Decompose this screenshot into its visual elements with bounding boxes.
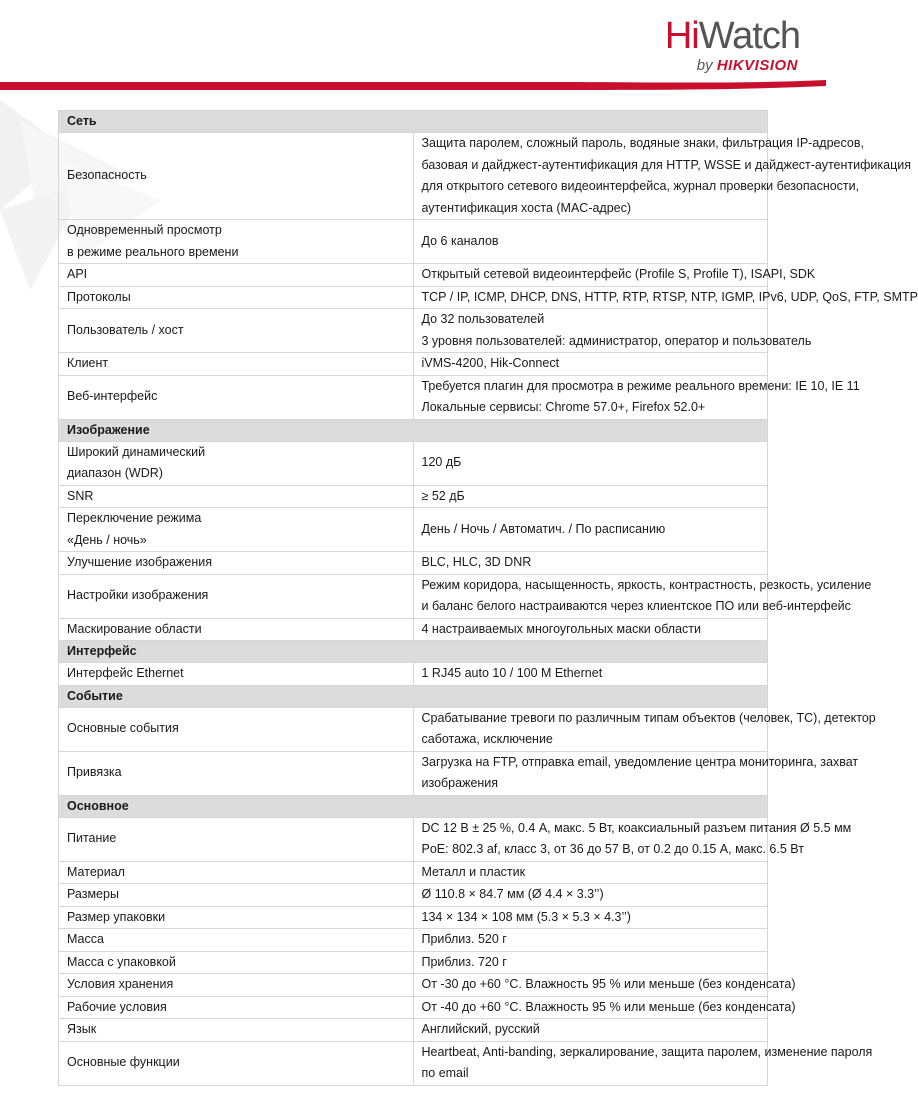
spec-value-line: Приблиз. 520 г <box>421 932 507 946</box>
spec-value <box>413 264 816 287</box>
spec-row <box>59 485 768 508</box>
spec-row <box>59 906 768 929</box>
spec-row <box>59 286 768 309</box>
spec-label: Маскирование области <box>59 618 414 641</box>
spec-label: Рабочие условия <box>59 996 414 1019</box>
spec-label: Настройки изображения <box>59 574 414 618</box>
spec-label <box>59 220 414 264</box>
spec-row <box>59 751 768 795</box>
spec-value <box>413 133 911 220</box>
spec-value <box>413 508 768 552</box>
section-header-row <box>59 111 768 133</box>
spec-row <box>59 220 768 264</box>
spec-label: Привязка <box>59 751 414 795</box>
spec-value-line: Приблиз. 720 г <box>421 954 507 969</box>
spec-value-line: BLC, HLC, 3D DNR <box>421 555 532 569</box>
specifications-table <box>58 110 918 1086</box>
spec-label: Масса с упаковкой <box>59 951 414 974</box>
spec-value <box>413 817 852 861</box>
spec-row <box>59 552 768 575</box>
spec-row <box>59 1019 768 1042</box>
spec-value-line: От -30 до +60 °C. Влажность 95 % или меньше (без конденсата) <box>421 977 796 991</box>
spec-value-line: Срабатывание тревоги по различным типам объектов (человек, ТС), детектор <box>421 710 876 725</box>
spec-value-line: TCP / IP, ICMP, DHCP, DNS, HTTP, RTP, RTSP, NTP, IGMP, IPv6, UDP, QoS, FTP, SMTP <box>421 289 918 304</box>
spec-row <box>59 929 768 952</box>
spec-value-line: ≥ 52 дБ <box>421 488 465 503</box>
spec-row <box>59 707 768 751</box>
spec-row <box>59 663 768 686</box>
logo-hi-text: Hi <box>664 15 699 57</box>
spec-row <box>59 309 768 353</box>
spec-value <box>413 861 768 884</box>
spec-row <box>59 618 768 641</box>
spec-label: Безопасность <box>59 133 414 220</box>
spec-value <box>413 485 768 508</box>
spec-value-line: 134 × 134 × 108 мм (5.3 × 5.3 × 4.3’’) <box>421 909 631 924</box>
spec-row <box>59 1041 768 1085</box>
spec-value-line: по email <box>421 1066 469 1080</box>
spec-value-line: изображения <box>421 776 499 790</box>
spec-value <box>413 552 768 575</box>
logo-wordmark <box>665 14 800 58</box>
spec-row <box>59 817 768 861</box>
spec-value <box>413 375 860 419</box>
section-title: Интерфейс <box>59 641 768 663</box>
spec-value-line: От -40 до +60 °C. Влажность 95 % или меньше (без конденсата) <box>421 999 796 1014</box>
spec-label: SNR <box>59 485 414 508</box>
spec-row <box>59 861 768 884</box>
spec-row <box>59 441 768 485</box>
spec-value-line: и баланс белого настраиваются через клиентское ПО или веб-интерфейс <box>421 599 851 613</box>
spec-value-line: Английский, русский <box>421 1022 540 1036</box>
spec-label: Язык <box>59 1019 414 1042</box>
spec-value-line: До 6 каналов <box>421 233 499 248</box>
spec-label: Протоколы <box>59 286 414 309</box>
spec-value <box>413 751 859 795</box>
section-header-row <box>59 641 768 663</box>
spec-value-line: 120 дБ <box>421 455 462 470</box>
spec-value-line: 4 настраиваемых многоугольных маски области <box>421 621 701 636</box>
spec-value-line: 3 уровня пользователей: администратор, оператор и пользователь <box>421 333 812 348</box>
spec-value-line: аутентификация хоста (MAC-адрес) <box>421 200 632 215</box>
spec-row <box>59 133 768 220</box>
spec-value-line: Heartbeat, Anti-banding, зеркалирование, защита паролем, изменение пароля <box>421 1044 873 1059</box>
brand-logo <box>630 14 800 84</box>
spec-label: Основные события <box>59 707 414 751</box>
spec-label: Размер упаковки <box>59 906 414 929</box>
spec-row <box>59 508 768 552</box>
spec-label: Основные функции <box>59 1041 414 1085</box>
spec-value-line: День / Ночь / Автоматич. / По расписанию <box>421 521 666 536</box>
spec-row <box>59 574 768 618</box>
spec-value <box>413 1041 873 1085</box>
spec-value <box>413 1019 768 1042</box>
spec-label: Размеры <box>59 884 414 907</box>
spec-value-line: До 32 пользователей <box>421 312 545 326</box>
spec-label: Масса <box>59 929 414 952</box>
section-title: Изображение <box>59 419 768 441</box>
section-header-row <box>59 419 768 441</box>
spec-value <box>413 663 768 686</box>
section-header-row <box>59 685 768 707</box>
spec-row <box>59 951 768 974</box>
logo-by-text: by <box>696 57 713 74</box>
spec-row <box>59 375 768 419</box>
spec-value <box>413 951 768 974</box>
spec-row <box>59 884 768 907</box>
spec-value-line: PoE: 802.3 af, класс 3, от 36 до 57 В, от 0.2 до 0.15 А, макс. 6.5 Вт <box>421 842 804 856</box>
spec-label: Питание <box>59 817 414 861</box>
spec-value-line: Открытый сетевой видеоинтерфейс (Profile S, Profile T), ISAPI, SDK <box>421 267 816 281</box>
spec-value-line: саботажа, исключение <box>421 732 553 746</box>
spec-value <box>413 929 768 952</box>
spec-value <box>413 974 796 997</box>
spec-value <box>413 906 768 929</box>
spec-value <box>413 574 872 618</box>
spec-label: API <box>59 264 414 287</box>
spec-label-line: диапазон (WDR) <box>67 466 163 480</box>
spec-value-line: Локальные сервисы: Chrome 57.0+, Firefox 52.0+ <box>421 400 706 414</box>
spec-value <box>413 286 918 309</box>
spec-value <box>413 996 796 1019</box>
spec-value-line: Режим коридора, насыщенность, яркость, контрастность, резкость, усиление <box>421 577 872 592</box>
spec-label: Условия хранения <box>59 974 414 997</box>
spec-row <box>59 353 768 376</box>
spec-value <box>413 353 768 376</box>
spec-value-line: Металл и пластик <box>421 864 526 879</box>
spec-row <box>59 264 768 287</box>
spec-label: Материал <box>59 861 414 884</box>
spec-value <box>413 618 768 641</box>
section-header-row <box>59 795 768 817</box>
spec-value-line: Требуется плагин для просмотра в режиме реального времени: IE 10, IE 11 <box>421 378 860 393</box>
spec-value <box>413 441 768 485</box>
section-title: Событие <box>59 685 768 707</box>
spec-label-line: Широкий динамический <box>67 444 206 459</box>
spec-label <box>59 508 414 552</box>
spec-label-line: в режиме реального времени <box>67 244 239 259</box>
spec-label: Пользователь / хост <box>59 309 414 353</box>
spec-label-line: Переключение режима <box>67 511 202 525</box>
spec-label: Веб-интерфейс <box>59 375 414 419</box>
spec-value <box>413 220 768 264</box>
section-title: Сеть <box>59 111 768 133</box>
spec-value-line: Загрузка на FTP, отправка email, уведомление центра мониторинга, захват <box>421 754 859 769</box>
spec-value <box>413 309 812 353</box>
spec-value <box>413 707 876 751</box>
spec-value-line: Защита паролем, сложный пароль, водяные знаки, фильтрация IP-адресов, <box>421 136 864 150</box>
spec-label: Улучшение изображения <box>59 552 414 575</box>
spec-label-line: «День / ночь» <box>67 532 147 547</box>
section-title: Основное <box>59 795 768 817</box>
spec-label-line: Одновременный просмотр <box>67 223 222 237</box>
logo-watch-text: Watch <box>698 15 800 57</box>
spec-value-line: 1 RJ45 auto 10 / 100 M Ethernet <box>421 666 603 680</box>
spec-value <box>413 884 768 907</box>
logo-subline <box>697 57 798 75</box>
spec-label: Клиент <box>59 353 414 376</box>
spec-row <box>59 996 768 1019</box>
spec-value-line: iVMS-4200, Hik-Connect <box>421 356 560 370</box>
spec-value-line: базовая и дайджест-аутентификация для HTTP, WSSE и дайджест-аутентификация <box>421 157 911 172</box>
spec-value-line: для открытого сетевого видеоинтерфейса, журнал проверки безопасности, <box>421 179 860 193</box>
spec-value-line: Ø 110.8 × 84.7 мм (Ø 4.4 × 3.3’’) <box>421 887 604 901</box>
logo-hikvision-text: HIKVISION <box>716 57 798 74</box>
spec-label: Интерфейс Ethernet <box>59 663 414 686</box>
spec-value-line: DC 12 В ± 25 %, 0.4 А, макс. 5 Вт, коаксиальный разъем питания Ø 5.5 мм <box>421 820 852 835</box>
spec-label <box>59 441 414 485</box>
spec-row <box>59 974 768 997</box>
